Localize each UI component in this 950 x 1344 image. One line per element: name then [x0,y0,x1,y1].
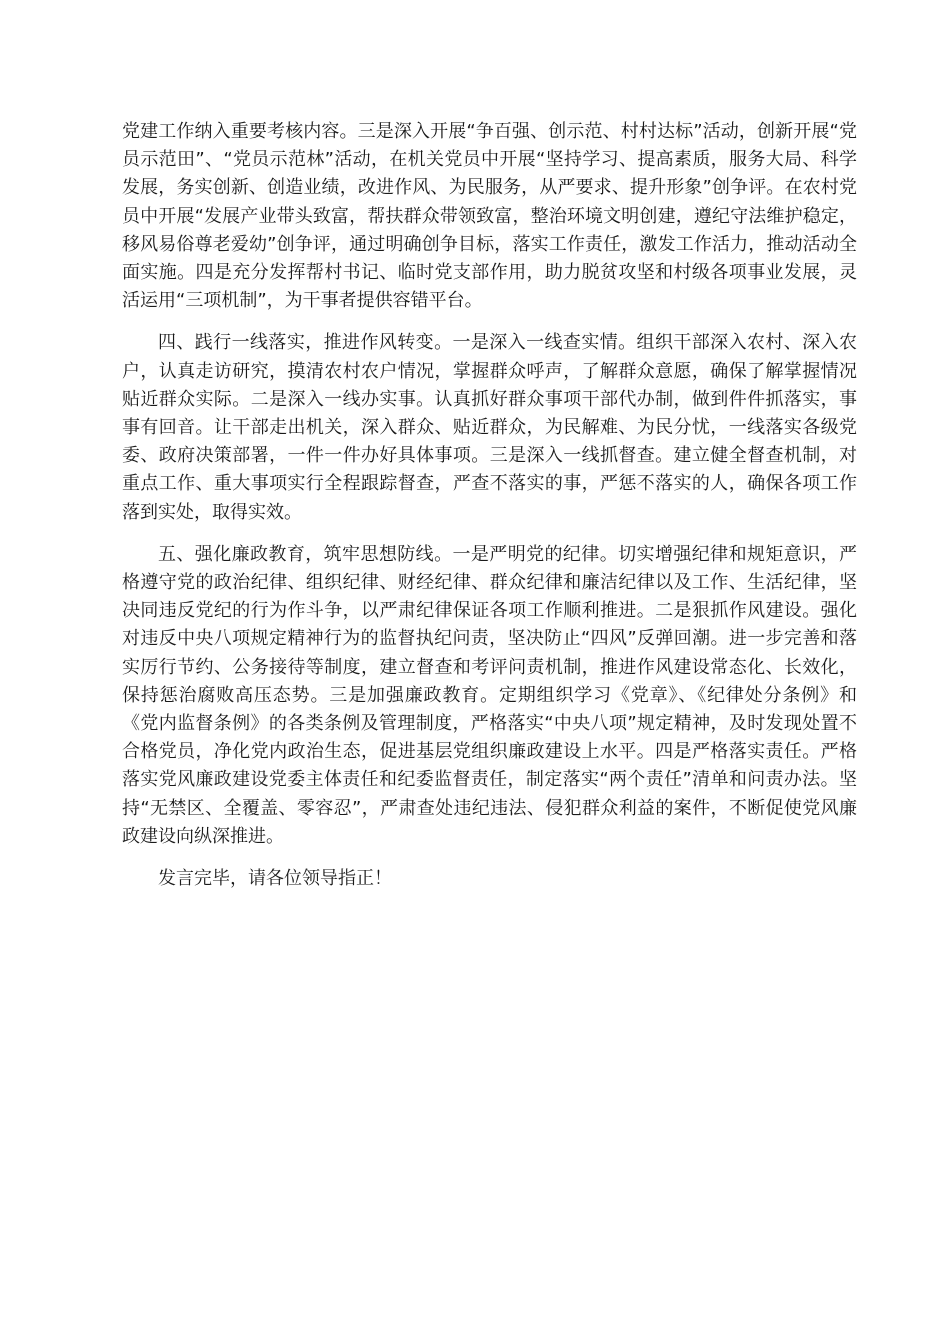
document-page [122,118,857,907]
paragraph-section-five: 五、强化廉政教育，筑牢思想防线。一是严明党的纪律。切实增强纪律和规矩意识，严格遵守党的政治纪律、组织纪律、财经纪律、群众纪律和廉洁纪律以及工作、生活纪律，坚决同违反党纪的行为作斗争，以严肃纪律保证各项工作顺利推进。二是狠抓作风建设。强化对违反中央八项规定精神行为的监督执纪问责，坚决防止“四风”反弹回潮。进一步完善和落实厉行节约、公务接待等制度，建立督查和考评问责机制，推进作风建设常态化、长效化，保持惩治腐败高压态势。三是加强廉政教育。定期组织学习《党章》、《纪律处分条例》和《党内监督条例》的各类条例及管理制度，严格落实“中央八项”规定精神，及时发现处置不合格党员，净化党内政治生态，促进基层党组织廉政建设上水平。四是严格落实责任。严格落实党风廉政建设党委主体责任和纪委监督责任，制定落实“两个责任”清单和问责办法。坚持“无禁区、全覆盖、零容忍”，严肃查处违纪违法、侵犯群众利益的案件，不断促使党风廉政建设向纵深推进。 [122,543,857,847]
paragraph-closing: 发言完毕，请各位领导指正！ [158,868,392,890]
paragraph-section-four: 四、践行一线落实，推进作风转变。一是深入一线查实情。组织干部深入农村、深入农户，认真走访研究，摸清农村农户情况，掌握群众呼声，了解群众意愿，确保了解掌握情况贴近群众实际。二是深入一线办实事。认真抓好群众事项干部代办制，做到件件抓落实，事事有回音。让干部走出机关，深入群众、贴近群众，为民解难、为民分忧，一线落实各级党委、政府决策部署，一件一件办好具体事项。三是深入一线抓督查。建立健全督查机制，对重点工作、重大事项实行全程跟踪督查，严查不落实的事，严惩不落实的人，确保各项工作落到实处，取得实效。 [122,332,857,523]
paragraph-continuation: 党建工作纳入重要考核内容。三是深入开展“争百强、创示范、村村达标”活动，创新开展“党员示范田”、“党员示范林”活动，在机关党员中开展“坚持学习、提高素质，服务大局、科学发展，务实创新、创造业绩，改进作风、为民服务，从严要求、提升形象”创争评。在农村党员中开展“发展产业带头致富，帮扶群众带领致富，整治环境文明创建，遵纪守法维护稳定，移风易俗尊老爱幼”创争评，通过明确创争目标，落实工作责任，激发工作活力，推动活动全面实施。四是充分发挥帮村书记、临时党支部作用，助力脱贫攻坚和村级各项事业发展，灵活运用“三项机制”，为干事者提供容错平台。 [122,121,857,312]
